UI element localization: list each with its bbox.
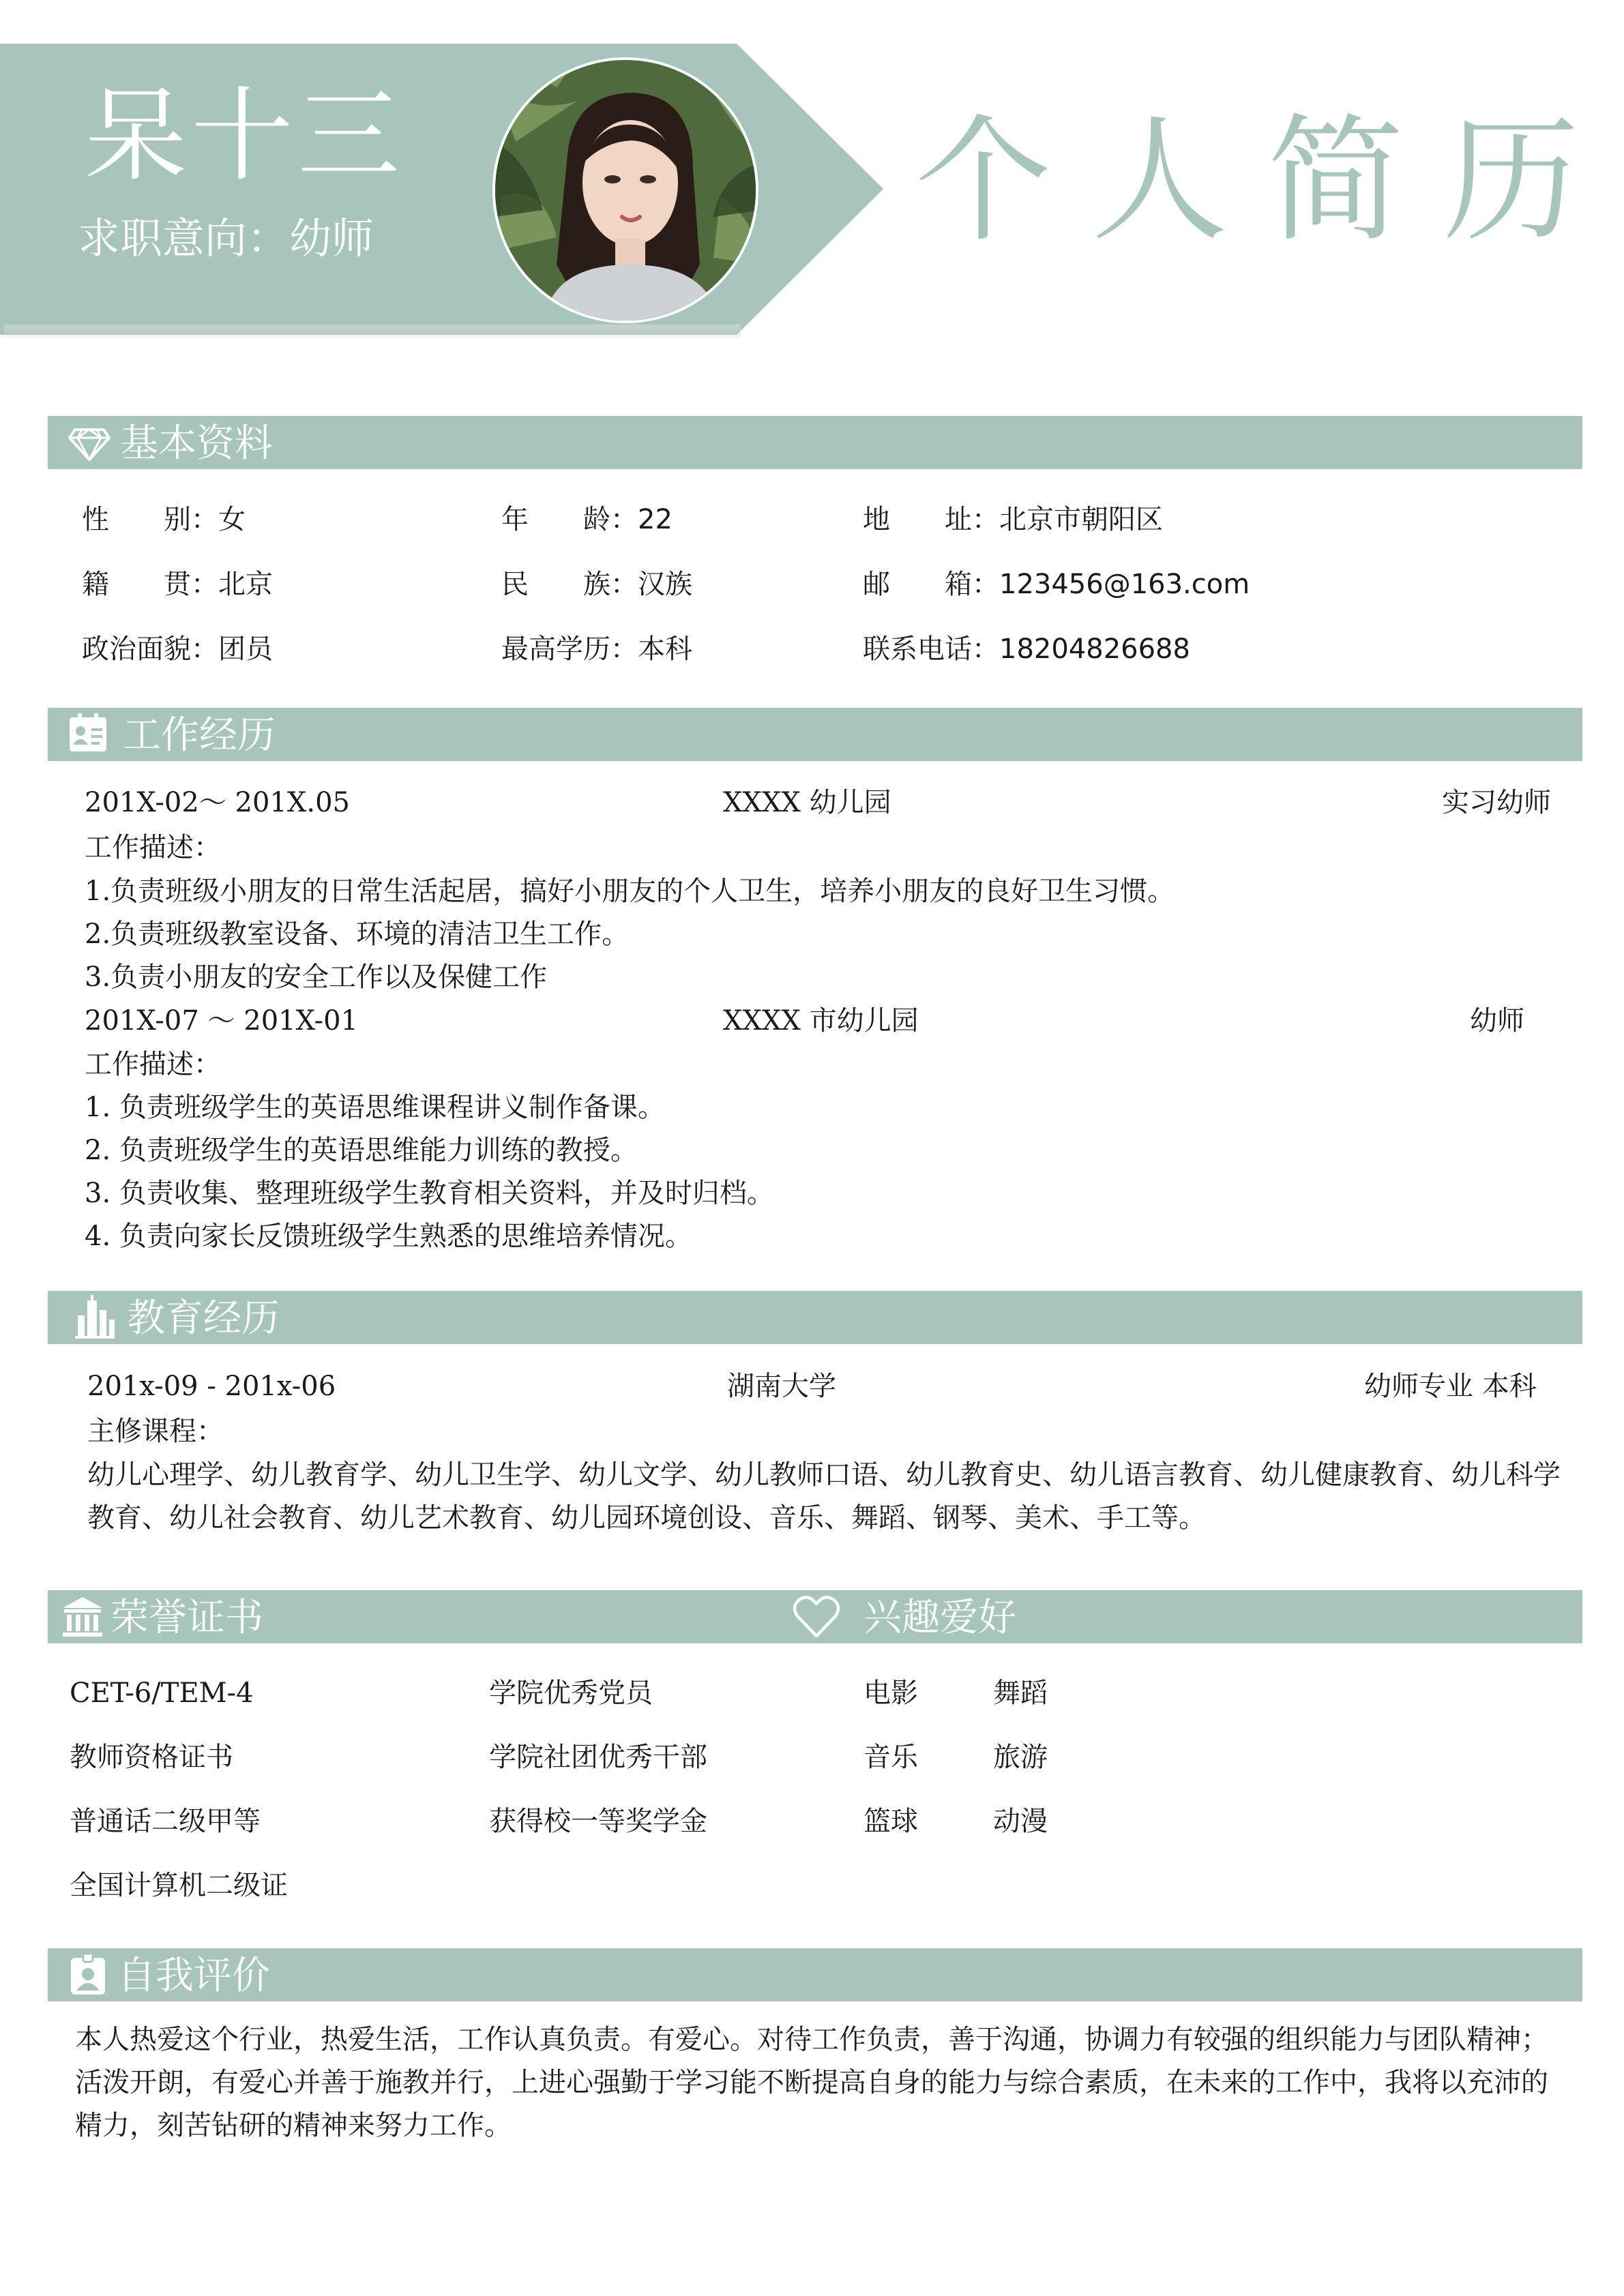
profile-photo: [492, 57, 758, 323]
field-value: 本科: [638, 633, 692, 665]
field-value: 22: [638, 504, 673, 535]
field-email: [863, 566, 1250, 603]
document-title: 个人简历: [915, 102, 1620, 260]
field-label: 籍 贯：: [82, 569, 218, 600]
section-work-title: 工作经历: [123, 713, 276, 758]
honor-item: 学院社团优秀干部: [489, 1742, 707, 1773]
work-desc-item: 3.负责小朋友的安全工作以及保健工作: [85, 961, 548, 993]
honor-item: CET-6/TEM-4: [70, 1678, 254, 1709]
section-honors-title: 荣誉证书: [110, 1596, 263, 1640]
work-desc-label: 工作描述：: [85, 1049, 221, 1080]
field-value: 18204826688: [999, 633, 1190, 665]
field-address: [863, 501, 1163, 538]
field-label: 地 址：: [863, 504, 999, 535]
work-period: 201X-07 ～ 201X-01: [85, 1005, 359, 1037]
work-period: 201X-02～ 201X.05: [85, 787, 350, 818]
field-phone: [863, 631, 1190, 668]
work-org: XXXX 市幼儿园: [723, 1005, 919, 1037]
section-education-title: 教育经历: [127, 1296, 280, 1341]
work-role: 幼师: [1470, 1005, 1524, 1037]
badge-icon: [65, 1952, 110, 1997]
field-label: 最高学历：: [501, 633, 638, 665]
edu-degree: 幼师专业 本科: [1364, 1371, 1537, 1402]
work-desc-item: 1.负责班级小朋友的日常生活起居，搞好小朋友的个人卫生，培养小朋友的良好卫生习惯。: [85, 876, 1175, 907]
field-value: 北京: [218, 569, 273, 600]
work-desc-label: 工作描述：: [85, 832, 221, 863]
field-value: 汉族: [638, 569, 692, 600]
field-label: 联系电话：: [863, 633, 999, 665]
edu-courses-label: 主修课程：: [87, 1416, 224, 1447]
work-desc-item: 3. 负责收集、整理班级学生教育相关资料，并及时归档。: [85, 1178, 774, 1209]
field-value: 团员: [218, 633, 273, 665]
hobby-item: 电影: [863, 1678, 918, 1709]
hobby-item: 动漫: [993, 1806, 1048, 1837]
section-hobbies-title: 兴趣爱好: [863, 1596, 1016, 1640]
section-honors-hobbies-header: [48, 1590, 1582, 1643]
job-intent-value: 幼师: [289, 213, 374, 263]
diamond-icon: [67, 420, 112, 465]
honor-item: 全国计算机二级证: [70, 1870, 288, 1901]
portrait-illustration: [495, 60, 758, 323]
honor-item: 获得校一等奖学金: [489, 1806, 707, 1837]
field-education: [501, 631, 692, 668]
id-card-icon: [65, 712, 110, 757]
self-eval-text: 本人热爱这个行业，热爱生活，工作认真负责。有爱心。对待工作负责，善于沟通，协调力有较强的组织能力与团队精神；活泼开朗，有爱心并善于施教并行，上进心强勤于学习能不断提高自身的能力与综合素质，在未来的工作中，我将以充沛的精力，刻苦钻研的精神来努力工作。: [75, 2024, 1548, 2141]
job-intent-label: 求职意向：: [78, 213, 290, 263]
work-desc-item: 2. 负责班级学生的英语思维能力训练的教授。: [85, 1135, 638, 1166]
field-gender: [82, 501, 246, 538]
hobby-item: 旅游: [993, 1742, 1048, 1773]
field-political: [82, 631, 273, 668]
field-hometown: [82, 566, 273, 603]
section-self-eval-title: 自我评价: [117, 1954, 270, 1998]
honor-item: 教师资格证书: [70, 1742, 233, 1773]
edu-courses: 幼儿心理学、幼儿教育学、幼儿卫生学、幼儿文学、幼儿教师口语、幼儿教育史、幼儿语言教育、幼儿健康教育、幼儿科学教育、幼儿社会教育、幼儿艺术教育、幼儿园环境创设、音乐、舞蹈、钢琴、美术、手工等。: [87, 1459, 1561, 1534]
section-basic-title: 基本资料: [120, 421, 273, 466]
work-desc-item: 1. 负责班级学生的英语思维课程讲义制作备课。: [85, 1092, 665, 1123]
field-age: [501, 501, 673, 538]
field-value: 女: [218, 504, 246, 535]
work-desc-item: 4. 负责向家长反馈班级学生熟悉的思维培养情况。: [85, 1221, 692, 1252]
field-ethnicity: [501, 566, 692, 603]
hobby-item: 篮球: [863, 1806, 918, 1837]
field-value: 123456@163.com: [999, 569, 1250, 600]
section-basic-header: [48, 416, 1582, 469]
edu-school: 湖南大学: [727, 1371, 836, 1402]
field-label: 政治面貌：: [82, 633, 218, 665]
field-label: 年 龄：: [501, 504, 638, 535]
hobby-item: 舞蹈: [993, 1678, 1048, 1709]
honor-item: 学院优秀党员: [489, 1678, 653, 1709]
building-icon: [72, 1295, 117, 1340]
heart-icon: [791, 1592, 842, 1642]
candidate-name: 呆十三: [85, 77, 404, 196]
honor-item: 普通话二级甲等: [70, 1806, 261, 1837]
institution-icon: [60, 1594, 105, 1639]
section-self-eval-header: [48, 1948, 1582, 2001]
hobby-item: 音乐: [863, 1742, 918, 1773]
banner-shadow: [4, 325, 741, 340]
field-label: 性 别：: [82, 504, 218, 535]
work-role: 实习幼师: [1442, 787, 1551, 818]
work-desc-item: 2.负责班级教室设备、环境的清洁卫生工作。: [85, 919, 630, 950]
field-value: 北京市朝阳区: [999, 504, 1163, 535]
section-work-header: [48, 708, 1582, 761]
section-education-header: [48, 1291, 1582, 1344]
field-label: 邮 箱：: [863, 569, 999, 600]
work-org: XXXX 幼儿园: [723, 787, 891, 818]
edu-period: 201x-09 - 201x-06: [87, 1371, 336, 1402]
job-intent: [78, 211, 374, 266]
field-label: 民 族：: [501, 569, 638, 600]
